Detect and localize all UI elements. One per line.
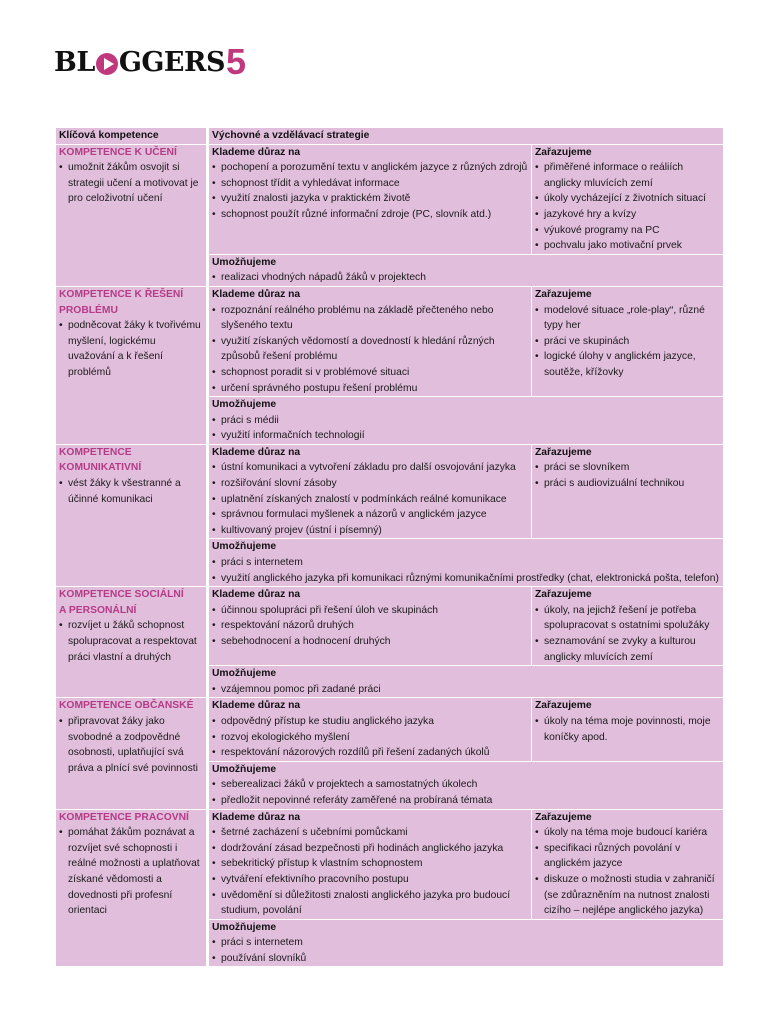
list-item: • šetrné zacházení s učebními pomůckami xyxy=(212,825,528,841)
competence-row xyxy=(56,809,724,919)
competence-title: PROBLÉMU xyxy=(59,304,118,316)
include-label: Zařazujeme xyxy=(535,811,592,823)
list-item: • úkoly vycházející z životních situací xyxy=(535,191,720,207)
list-item: • správnou formulaci myšlenek a názorů v anglickém jazyce xyxy=(212,507,528,523)
include-list xyxy=(535,714,720,745)
list-item: • předložit nepovinné referáty zaměřené na probíraná témata xyxy=(212,793,720,809)
enable-cell xyxy=(208,539,724,587)
include-cell xyxy=(532,286,724,396)
enable-label: Umožňujeme xyxy=(212,763,277,775)
competence-cell xyxy=(56,587,208,698)
include-cell xyxy=(532,444,724,539)
emphasis-list xyxy=(212,303,528,397)
list-item: • práci s audiovizuální technikou xyxy=(535,476,720,492)
competence-row xyxy=(56,587,724,666)
include-cell xyxy=(532,809,724,919)
emphasis-cell xyxy=(208,698,532,761)
competence-title: KOMPETENCE K ŘEŠENÍ xyxy=(59,288,184,300)
competence-description xyxy=(59,476,203,507)
list-item: • ústní komunikaci a vytvoření základu pro další osvojování jazyka xyxy=(212,460,528,476)
include-label: Zařazujeme xyxy=(535,446,592,458)
emphasis-cell xyxy=(208,587,532,666)
list-item: • využití získaných vědomostí a dovedností k hledání různých způsobů řešení problému xyxy=(212,334,528,365)
list-item: • rozvoj ekologického myšlení xyxy=(212,730,528,746)
emphasis-cell xyxy=(208,444,532,539)
competence-title: KOMPETENCE PRACOVNÍ xyxy=(59,811,189,823)
list-item: • schopnost třídit a vyhledávat informace xyxy=(212,176,528,192)
competence-description xyxy=(59,318,203,380)
competence-description xyxy=(59,825,203,919)
include-label: Zařazujeme xyxy=(535,589,592,601)
list-item: • vzájemnou pomoc při zadané práci xyxy=(212,682,720,698)
competence-title: KOMPETENCE xyxy=(59,446,132,458)
competence-cell xyxy=(56,809,208,967)
emphasis-cell xyxy=(208,286,532,396)
emphasis-list xyxy=(212,825,528,919)
include-list xyxy=(535,603,720,665)
list-item: • kultivovaný projev (ústní i písemný) xyxy=(212,523,528,539)
list-item: • uplatnění získaných znalostí v podmínkách reálné komunikace xyxy=(212,492,528,508)
emphasis-list xyxy=(212,714,528,761)
list-item: • sebehodnocení a hodnocení druhých xyxy=(212,634,528,650)
include-list xyxy=(535,303,720,381)
enable-list xyxy=(212,682,720,698)
emphasis-label: Klademe důraz na xyxy=(212,446,301,458)
enable-label: Umožňujeme xyxy=(212,399,277,411)
list-item: • odpovědný přístup ke studiu anglického jazyka xyxy=(212,714,528,730)
list-item: • využití znalosti jazyka v praktickém životě xyxy=(212,191,528,207)
list-item: • úkoly na téma moje povinnosti, moje koníčky apod. xyxy=(535,714,720,745)
emphasis-label: Klademe důraz na xyxy=(212,589,301,601)
competence-row xyxy=(56,698,724,761)
list-item: • určení správného postupu řešení problému xyxy=(212,381,528,397)
competence-description xyxy=(59,714,203,776)
competence-row xyxy=(56,286,724,396)
include-cell xyxy=(532,587,724,666)
list-item: • využití informačních technologií xyxy=(212,428,720,444)
competence-cell xyxy=(56,286,208,444)
list-item: • realizaci vhodných nápadů žáků v projektech xyxy=(212,270,720,286)
emphasis-label: Klademe důraz na xyxy=(212,700,301,712)
include-list xyxy=(535,460,720,491)
include-label: Zařazujeme xyxy=(535,288,592,300)
enable-cell xyxy=(208,761,724,809)
magazine-logo xyxy=(54,41,246,82)
list-item: • respektování názorů druhých xyxy=(212,618,528,634)
list-item: • specifikaci různých povolání v anglickém jazyce xyxy=(535,841,720,872)
competence-title: KOMUNIKATIVNÍ xyxy=(59,462,142,474)
list-item: • rozpoznání reálného problému na základě přečteného nebo slyšeného textu xyxy=(212,303,528,334)
list-item: • práci s internetem xyxy=(212,555,720,571)
enable-cell xyxy=(208,666,724,698)
list-item: • přiměřené informace o reáliích anglicky mluvících zemí xyxy=(535,160,720,191)
include-label: Zařazujeme xyxy=(535,700,592,712)
list-item: • sebekritický přístup k vlastním schopnostem xyxy=(212,856,528,872)
competence-table xyxy=(55,127,724,967)
enable-list xyxy=(212,413,720,444)
list-item: • účinnou spolupráci při řešení úloh ve skupinách xyxy=(212,603,528,619)
list-item: • práci se slovníkem xyxy=(535,460,720,476)
list-item: • modelové situace „role-play“, různé typy her xyxy=(535,303,720,334)
play-icon xyxy=(96,53,118,75)
competence-title: KOMPETENCE OBČANSKÉ xyxy=(59,700,194,712)
enable-cell xyxy=(208,397,724,445)
list-item: • práci s médii xyxy=(212,413,720,429)
list-item: • pochvalu jako motivační prvek xyxy=(535,238,720,254)
enable-cell xyxy=(208,919,724,967)
emphasis-label: Klademe důraz na xyxy=(212,811,301,823)
competence-description xyxy=(59,618,203,665)
include-cell xyxy=(532,144,724,254)
list-item: • schopnost poradit si v problémové situaci xyxy=(212,365,528,381)
emphasis-list xyxy=(212,603,528,650)
list-item: • pomáhat žákům poznávat a rozvíjet své schopnosti i reálné možnosti a uplatňovat získané vědomosti a dovednosti při profesní orientaci xyxy=(59,825,203,919)
competence-title: A PERSONÁLNÍ xyxy=(59,604,137,616)
competence-cell xyxy=(56,698,208,809)
list-item: • podněcovat žáky k tvořivému myšlení, logickému uvažování a k řešení problémů xyxy=(59,318,203,380)
list-item: • práci s internetem xyxy=(212,935,720,951)
list-item: • vést žáky k všestranné a účinné komunikaci xyxy=(59,476,203,507)
list-item: • pochopení a porozumění textu v anglickém jazyce z různých zdrojů xyxy=(212,160,528,176)
list-item: • logické úlohy v anglickém jazyce, soutěže, křížovky xyxy=(535,349,720,380)
list-item: • dodržování zásad bezpečnosti při hodinách anglického jazyka xyxy=(212,841,528,857)
list-item: • vytváření efektivního pracovního postupu xyxy=(212,872,528,888)
list-item: • seznamování se zvyky a kulturou anglicky mluvících zemí xyxy=(535,634,720,665)
competence-title: KOMPETENCE K UČENÍ xyxy=(59,146,177,158)
enable-label: Umožňujeme xyxy=(212,256,277,268)
competence-cell xyxy=(56,144,208,286)
list-item: • úkoly, na jejichž řešení je potřeba spolupracovat s ostatními spolužáky xyxy=(535,603,720,634)
list-item: • schopnost použít různé informační zdroje (PC, slovník atd.) xyxy=(212,207,528,223)
list-item: • umožnit žákům osvojit si strategii učení a motivovat je pro celoživotní učení xyxy=(59,160,203,207)
include-cell xyxy=(532,698,724,761)
list-item: • využití anglického jazyka při komunikaci různými komunikačními prostředky (chat, elektronická pošta, telefon) xyxy=(212,571,720,587)
enable-list xyxy=(212,777,720,808)
enable-label: Umožňujeme xyxy=(212,541,277,553)
list-item: • seberealizaci žáků v projektech a samostatných úkolech xyxy=(212,777,720,793)
enable-label: Umožňujeme xyxy=(212,921,277,933)
list-item: • úkoly na téma moje budoucí kariéra xyxy=(535,825,720,841)
competence-title: KOMPETENCE SOCIÁLNÍ xyxy=(59,589,184,601)
enable-list xyxy=(212,270,720,286)
emphasis-label: Klademe důraz na xyxy=(212,146,301,158)
emphasis-list xyxy=(212,160,528,222)
header-key-competence: Klíčová kompetence xyxy=(56,128,208,145)
competence-row xyxy=(56,444,724,539)
include-label: Zařazujeme xyxy=(535,146,592,158)
list-item: • rozšiřování slovní zásoby xyxy=(212,476,528,492)
competence-row xyxy=(56,144,724,254)
header-strategies: Výchovné a vzdělávací strategie xyxy=(208,128,724,145)
competence-cell xyxy=(56,444,208,586)
list-item: • uvědomění si důležitosti znalosti anglického jazyka pro budoucí studium, povolání xyxy=(212,888,528,919)
emphasis-cell xyxy=(208,809,532,919)
enable-cell xyxy=(208,254,724,286)
list-item: • jazykové hry a kvízy xyxy=(535,207,720,223)
emphasis-list xyxy=(212,460,528,538)
include-list xyxy=(535,825,720,919)
enable-label: Umožňujeme xyxy=(212,668,277,680)
list-item: • připravovat žáky jako svobodné a zodpovědné osobnosti, uplatňující svá práva a plnící své povinnosti xyxy=(59,714,203,776)
list-item: • respektování názorových rozdílů při řešení zadaných úkolů xyxy=(212,745,528,761)
list-item: • používání slovníků xyxy=(212,951,720,967)
emphasis-label: Klademe důraz na xyxy=(212,288,301,300)
competence-description xyxy=(59,160,203,207)
enable-list xyxy=(212,555,720,586)
list-item: • výukové programy na PC xyxy=(535,223,720,239)
logo-text-end: GGERS xyxy=(118,47,225,78)
enable-list xyxy=(212,935,720,966)
logo-text-start: BL xyxy=(54,47,95,78)
table-header-row xyxy=(56,128,724,145)
logo-number: 5 xyxy=(225,41,246,82)
list-item: • práci ve skupinách xyxy=(535,334,720,350)
emphasis-cell xyxy=(208,144,532,254)
list-item: • rozvíjet u žáků schopnost spolupracovat a respektovat práci vlastní a druhých xyxy=(59,618,203,665)
list-item: • diskuze o možnosti studia v zahraničí (se zdůrazněním na nutnost znalosti cizího – nejlépe anglického jazyka) xyxy=(535,872,720,919)
include-list xyxy=(535,160,720,254)
